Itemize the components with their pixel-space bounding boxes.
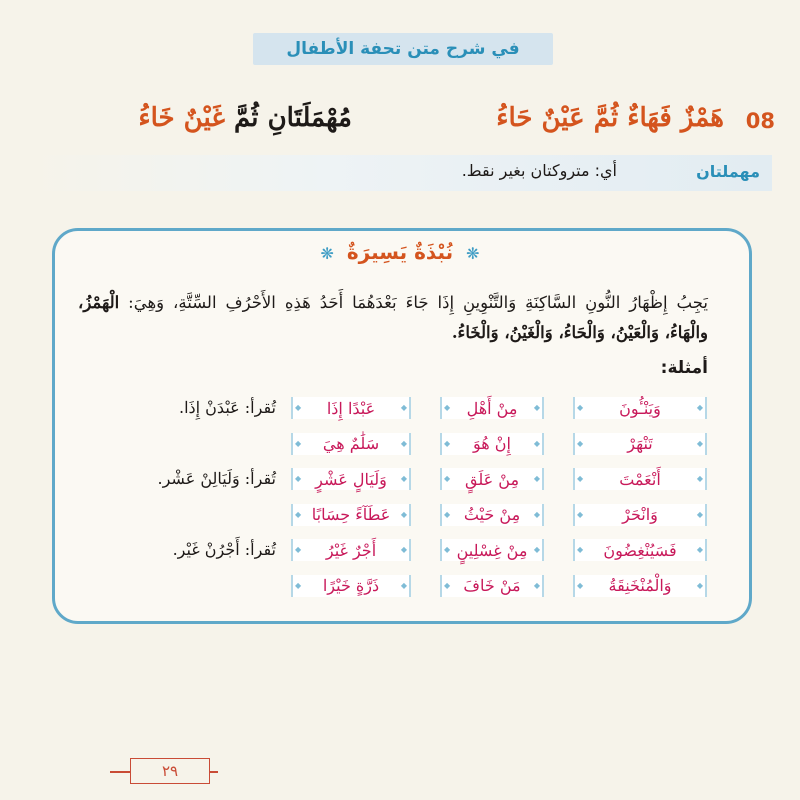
example-chip: ◆ أَنْعَمْتَ ◆ [573,468,707,490]
example-chip: ◆ تَنْهَرْ ◆ [573,433,707,455]
example-chip: ◆ وَانْحَرْ ◆ [573,504,707,526]
page-number [130,758,210,784]
examples-label: أمثلة: [660,358,708,378]
gloss-term: مهملتان [696,162,760,181]
example-chip: ◆ أَجْرٌ غَيْرُ ◆ [291,539,411,561]
summary-letters-list: الْهَمْزُ، والْهَاءُ، وَالْعَيْنُ، وَالْحَاءُ، وَالْغَيْنُ، وَالْخَاءُ. [78,293,708,342]
summary-paragraph [78,288,708,348]
example-chip: ◆ سَلَٰمٌ هِيَ ◆ [291,433,411,455]
example-chip: ◆ وَلَيَالٍ عَشْرٍ ◆ [291,468,411,490]
verse-first-hemistich: هَمْزٌ فَهَاءٌ ثُمَّ عَيْنٌ حَاءُ [496,103,724,133]
ornament-icon: ❋ [320,244,334,263]
example-chip: ◆ وَالْمُنْخَنِقَةُ ◆ [573,575,707,597]
example-reading-note: تُقرأ: أَجْرُنْ غَيْر. [172,540,276,559]
example-reading-note: تُقرأ: وَلَيَالِنْ عَشْر. [157,469,276,488]
verse-second-hemistich-part2: غَيْنٌ خَاءُ [138,103,225,133]
example-chip: ◆ مِنْ حَيْثُ ◆ [440,504,544,526]
summary-paragraph-text: يَجِبُ إِظْهَارُ النُّونِ السَّاكِنَةِ وَالتَّنْوِينِ إِذَا جَاءَ بَعْدَهُمَا أَحَدُ هَذِهِ الأَحْرُفِ السِّتَّةِ، وَهِيَ: [119,293,708,312]
example-reading-note: تُقرأ: عَبْدَنْ إِذَا. [178,398,276,417]
verse-second-hemistich-part1: مُهْمَلَتَانِ ثُمَّ [233,103,352,133]
ornament-icon: ❋ [466,244,480,263]
example-chip: ◆ مَنْ خَافَ ◆ [440,575,544,597]
verse-number: 08 [745,109,775,133]
example-chip: ◆ وَيَنْـُٔونَ ◆ [573,397,707,419]
gloss-background [28,155,772,191]
example-chip: ◆ ذَرَّةٍ خَيْرًا ◆ [291,575,411,597]
verse-line [0,101,800,141]
example-chip: ◆ عَطَآءً حِسَابًا ◆ [291,504,411,526]
example-chip: ◆ مِنْ أَهْلِ ◆ [440,397,544,419]
running-header [253,33,553,65]
page-number-text: ٢٩ [161,762,179,780]
example-chip: ◆ فَسَيُنْغِضُونَ ◆ [573,539,707,561]
example-chip: ◆ مِنْ عَلَقٍ ◆ [440,468,544,490]
running-header-title: في شرح متن تحفة الأطفال [286,39,520,59]
summary-title-text: نُبْذَةٌ يَسِيرَةٌ [346,240,454,264]
summary-box-title [0,240,800,264]
verse-second-hemistich [138,103,352,133]
gloss-definition: أي: متروكتان بغير نقط. [461,161,617,180]
example-chip: ◆ إِنْ هُوَ ◆ [440,433,544,455]
example-chip: ◆ عَبْدًا إِذَا ◆ [291,397,411,419]
example-chip: ◆ مِنْ غِسْلِينٍ ◆ [440,539,544,561]
